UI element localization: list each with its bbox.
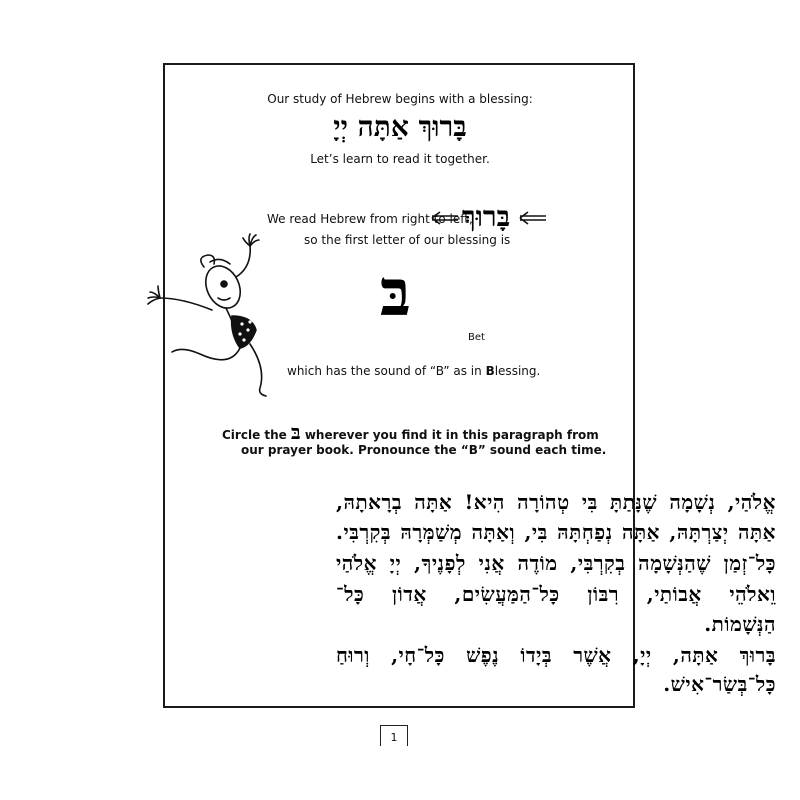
prayer-line: בָּרוּךְ אַתָּה, יְיָ, אֲשֶׁר בְּיָדוֹ נֶפֶשׁ כָּל־חָי, וְרוּחַ — [336, 643, 776, 667]
intro-line: Our study of Hebrew begins with a blessing: — [267, 92, 533, 106]
exercise-line-2: our prayer book. Pronounce the “B” sound each time. — [241, 443, 607, 457]
bet-letter: בּ — [380, 256, 411, 331]
prayer-line: אֱלֹהַי, נְשָׁמָה שֶׁנָּתַתָּ בִּי טְהוֹרָה הִיא! אַתָּה בְרָאתָהּ, — [336, 490, 776, 514]
prayer-line: הַנְּשָׁמוֹת. — [704, 612, 776, 636]
prayer-line: אַתָּה יְצַרְתָּהּ, אַתָּה נְפַחְתָּהּ בִּי, וְאַתָּה מְשַׁמְּרָהּ בְּקִרְבִּי. — [336, 520, 776, 544]
bet-label: Bet — [468, 332, 485, 343]
prayer-line: וֵאלֹהֵי אֲבוֹתַי, רִבּוֹן כָּל־הַמַּעֲשִׂים, אֲדוֹן כָּל־ — [336, 582, 776, 606]
exercise-line-1: Circle the בּ wherever you find it in this paragraph from — [222, 420, 599, 444]
sound-line: which has the sound of “B” as in Blessing. — [287, 364, 541, 378]
page-number: 1 — [380, 725, 408, 746]
learn-line: Let’s learn to read it together. — [310, 152, 490, 166]
prayer-line: כָּל־בְּשַׂר־אִישׁ. — [663, 672, 776, 696]
prayer-line: כָּל־זְמַן שֶׁהַנְּשָׁמָה בְקִרְבִּי, מוֹדֶה אֲנִי לְפָנֶיךָ, יְיָ אֱלֹהַי — [336, 551, 776, 575]
baruch-word: בָּרוּךְ — [462, 200, 511, 233]
blessing-hebrew: בָּרוּךְ אַתָּה יְיָ — [333, 110, 467, 143]
left-arrow-icon — [518, 210, 548, 226]
direction-line: We read Hebrew from right to left, — [267, 212, 473, 226]
first-letter-line: so the first letter of our blessing is — [304, 233, 511, 247]
left-arrow-icon — [430, 210, 460, 226]
cartoon-character-illustration — [140, 232, 290, 402]
